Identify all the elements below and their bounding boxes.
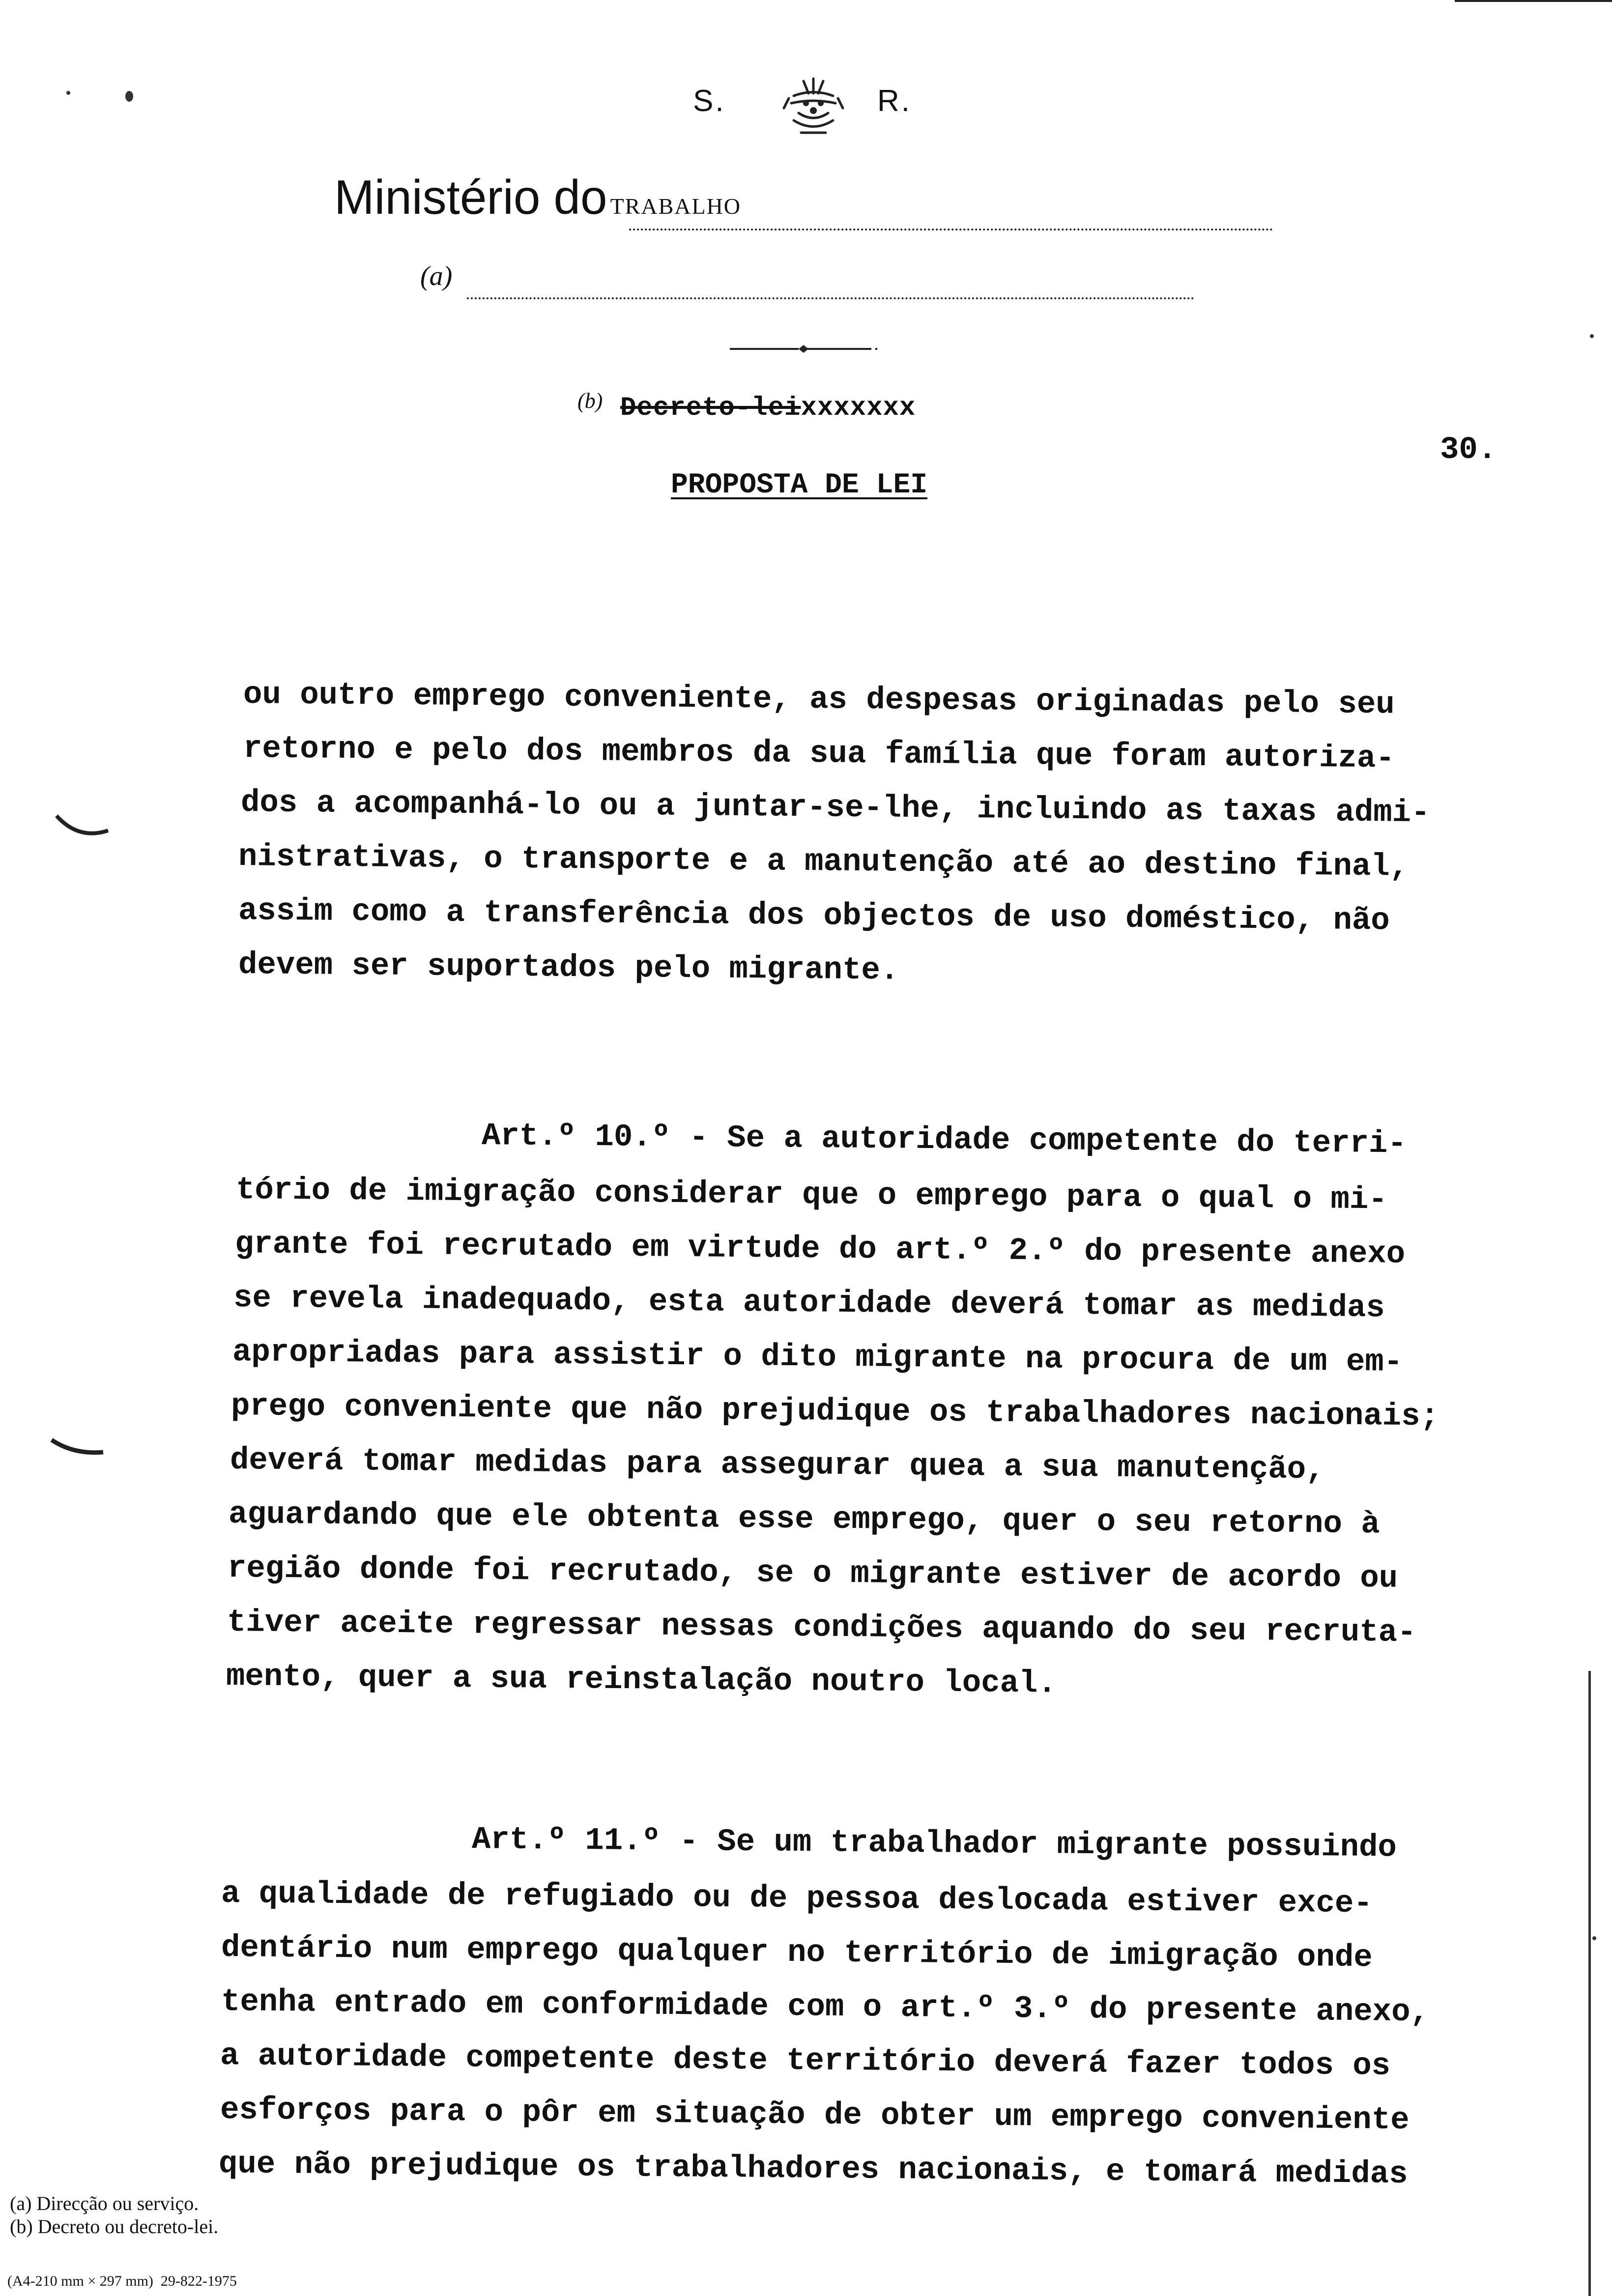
footnote-b: (b) Decreto ou decreto-lei.: [10, 2215, 219, 2238]
ministry-department: TRABALHO: [610, 194, 742, 219]
overtype-x: xxxxxxx: [801, 393, 916, 423]
page-number: 30.: [1440, 432, 1497, 468]
article-heading-line: Art.º 11.º - Se um trabalhador migrante possuindo: [471, 1822, 1397, 1866]
scan-speck: [1590, 334, 1594, 338]
body-line: ou outro emprego conveniente, as despesas originadas pelo seu: [243, 677, 1395, 723]
ministry-heading: [334, 170, 741, 225]
scan-speck: [125, 91, 133, 102]
scan-speck: [1592, 1936, 1596, 1940]
ornamental-divider: [730, 344, 877, 354]
body-line: deverá tomar medidas para assegurar quea a sua manutenção,: [230, 1443, 1325, 1488]
body-line: aguardando que ele obtenta esse emprego, quer o seu retorno à: [228, 1497, 1381, 1543]
article-heading-line: Art.º 10.º - Se a autoridade competente do terri-: [481, 1119, 1407, 1162]
scan-speck: [66, 91, 70, 95]
body-line: tório de imigração considerar que o emprego para o qual o mi-: [235, 1173, 1388, 1218]
footnote-a: (a) Direcção ou serviço.: [10, 2192, 199, 2214]
field-a-label: (a): [420, 261, 453, 291]
field-a-dotted-line: [467, 297, 1194, 299]
field-b-struck-value: [620, 393, 916, 423]
field-b-label: (b): [577, 389, 603, 413]
body-line: a qualidade de refugiado ou de pessoa deslocada estiver exce-: [221, 1876, 1373, 1922]
ministry-dotted-line: [629, 229, 1273, 230]
body-line: tenha entrado em conformidade com o art.º 3.º do presente anexo,: [221, 1984, 1430, 2031]
ministry-prefix: Ministério do: [334, 170, 607, 224]
form-code: (A4-210 mm × 297 mm) 29-822-1975: [7, 2273, 237, 2289]
body-line: que não prejudique os trabalhadores nacionais, e tomará medidas: [218, 2147, 1408, 2193]
body-line: nistrativas, o transporte e a manutenção até ao destino final,: [238, 839, 1409, 885]
body-line: a autoridade competente deste território deverá fazer todos os: [220, 2038, 1391, 2084]
body-line: prego conveniente que não prejudique os trabalhadores nacionais;: [230, 1389, 1439, 1435]
page-edge-top: [1455, 0, 1612, 2]
body-line: tiver aceite regressar nessas condições aquando do seu recruta-: [227, 1605, 1416, 1651]
body-line: devem ser suportados pelo migrante.: [238, 947, 899, 989]
margin-tick-mark: [54, 811, 113, 855]
body-line: esforços para o pôr em situação de obter um emprego conveniente: [220, 2093, 1410, 2139]
body-line: dos a acompanhá-lo ou a juntar-se-lhe, incluindo as taxas admi-: [240, 785, 1430, 832]
document-title: PROPOSTA DE LEI: [671, 469, 928, 501]
state-initial-s: S.: [693, 84, 726, 118]
body-line: região donde foi recrutado, se o migrante estiver de acordo ou: [227, 1551, 1398, 1597]
state-initial-r: R.: [877, 84, 912, 118]
margin-tick-mark: [49, 1435, 108, 1464]
body-line: retorno e pelo dos membros da sua família que foram autoriza-: [243, 731, 1395, 777]
page-edge-right: [1588, 1671, 1591, 2296]
body-line: dentário num emprego qualquer no território de imigração onde: [221, 1930, 1373, 1976]
body-line: grante foi recrutado em virtude do art.º 2.º do presente anexo: [234, 1227, 1406, 1272]
body-line: mento, quer a sua reinstalação noutro local.: [226, 1659, 1057, 1702]
body-line: apropriadas para assistir o dito migrante na procura de um em-: [232, 1335, 1403, 1380]
struck-decree-text: Decreto-lei: [620, 393, 801, 423]
body-line: se revela inadequado, esta autoridade deverá tomar as medidas: [233, 1281, 1385, 1326]
body-line: assim como a transferência dos objectos de uso doméstico, não: [238, 893, 1390, 939]
coat-of-arms-emblem-icon: [764, 69, 863, 147]
